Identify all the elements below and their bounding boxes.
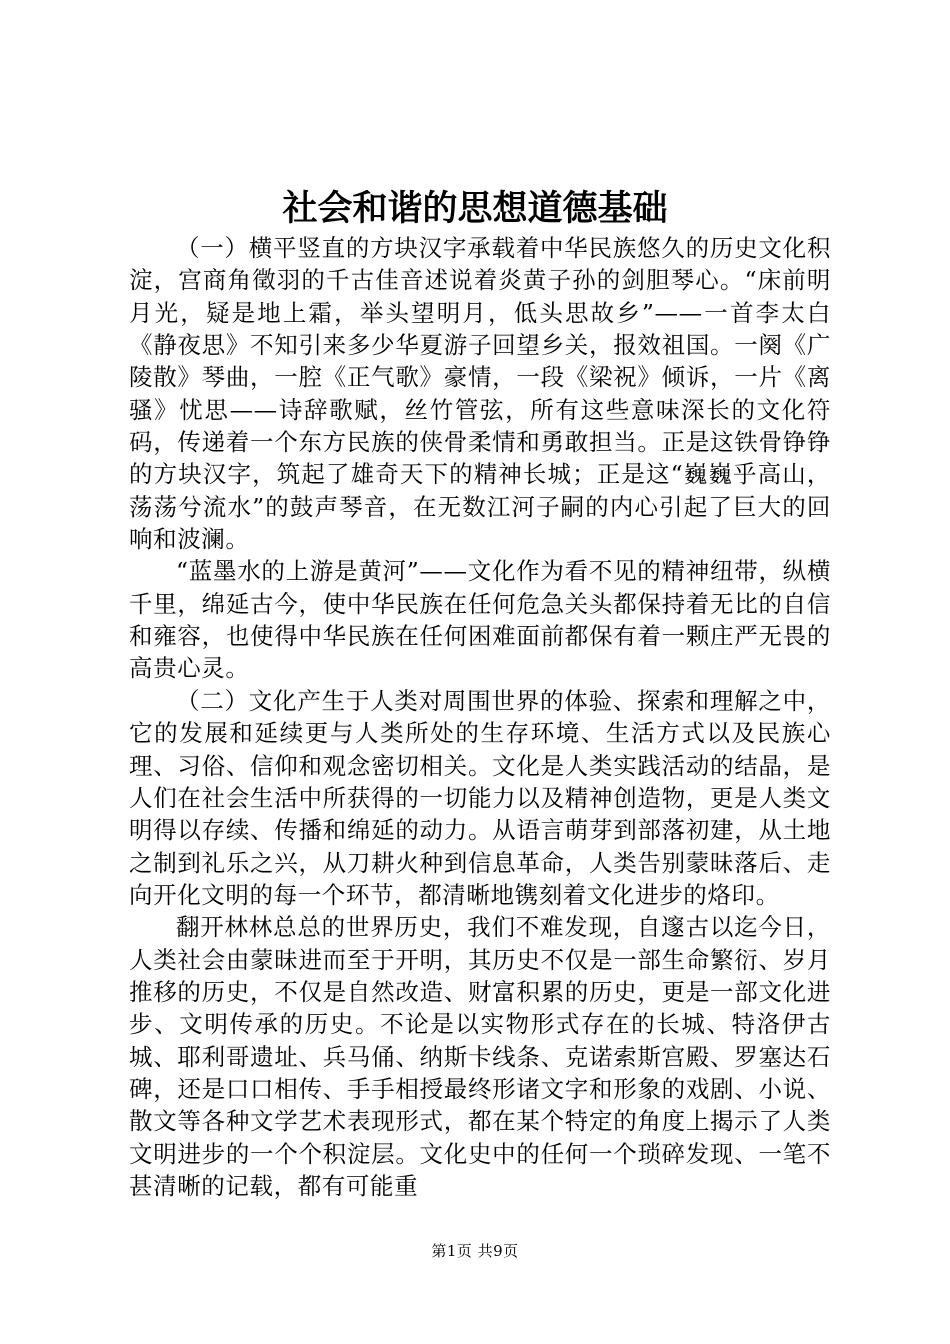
paragraph: （二）文化产生于人类对周围世界的体验、探索和理解之中，它的发展和延续更与人类所处的生存环境、生活方式以及民族心理、习俗、信仰和观念密切相关。文化是人类实践活动的结晶，是人们在社会生活中所获得的一切能力以及精神创造物，更是人类文明得以存续、传播和绵延的动力。从语言萌芽到部落初建，从土地之制到礼乐之兴，从刀耕火种到信息革命，人类告别蒙昧落后、走向开化文明的每一个环节，都清晰地镌刻着文化进步的烙印。 [129, 686, 831, 909]
page-number-footer: 第1页 共9页 [431, 1242, 519, 1260]
paragraph: “蓝墨水的上游是黄河”——文化作为看不见的精神纽带，纵横千里，绵延古今，使中华民族在任何危急关头都保持着无比的自信和雍容，也使得中华民族在任何困难面前都保有着一颗庄严无畏的高贵心灵。 [129, 557, 831, 683]
document-title: 社会和谐的思想道德基础 [282, 188, 668, 229]
paragraph: （一）横平竖直的方块汉字承载着中华民族悠久的历史文化积淀，宫商角徵羽的千古佳音述说着炎黄子孙的剑胆琴心。“床前明月光，疑是地上霜，举头望明月，低头思故乡”——一首李太白《静夜思》不知引来多少华夏游子回望乡关，报效祖国。一阕《广陵散》琴曲，一腔《正气歌》豪情，一段《梁祝》倾诉，一片《离骚》忧思——诗辞歌赋，丝竹管弦，所有这些意味深长的文化符码，传递着一个东方民族的侠骨柔情和勇敢担当。正是这铁骨铮铮的方块汉字，筑起了雄奇天下的精神长城；正是这“巍巍乎高山，荡荡兮流水”的鼓声琴音，在无数江河子嗣的内心引起了巨大的回响和波澜。 [129, 234, 831, 554]
document-body [129, 232, 831, 1202]
paragraph: 翻开林林总总的世界历史，我们不难发现，自邃古以迄今日，人类社会由蒙昧进而至于开明，其历史不仅是一部生命繁衍、岁月推移的历史，不仅是自然改造、财富积累的历史，更是一部文化进步、文明传承的历史。不论是以实物形式存在的长城、特洛伊古城、耶利哥遗址、兵马俑、纳斯卡线条、克诺索斯宫殿、罗塞达石碑，还是口口相传、手手相授最终形诸文字和形象的戏剧、小说、散文等各种文学艺术表现形式，都在某个特定的角度上揭示了人类文明进步的一个个积淀层。文化史中的任何一个琐碎发现、一笔不甚清晰的记载，都有可能重 [129, 913, 831, 1200]
